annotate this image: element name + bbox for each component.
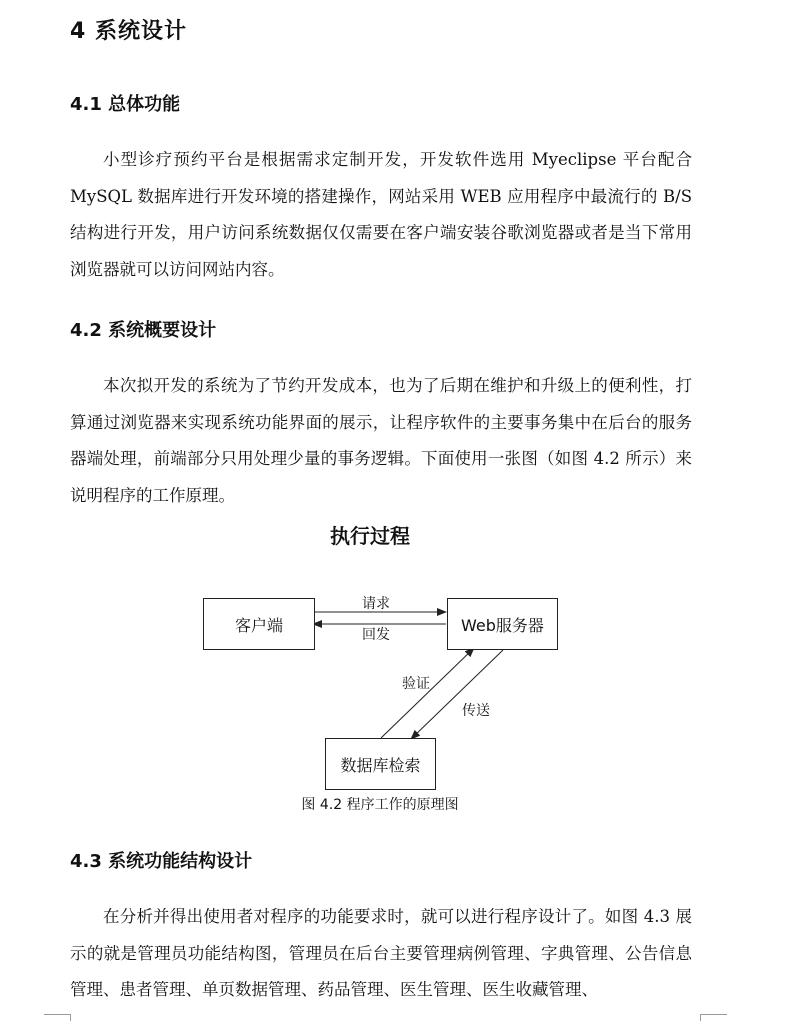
transfer-label: 传送: [462, 703, 490, 719]
paragraph-text: 在分析并得出使用者对程序的功能要求时，就可以进行程序设计了。如图 4.3 展示的就是管理员功能结构图，管理员在后台主要管理病例管理、字典管理、公告信息管理、患者管理、单页数据管理、药品管理、医生管理、医生收藏管理、: [70, 907, 692, 999]
paragraph-text: 小型诊疗预约平台是根据需求定制开发，开发软件选用 Myeclipse 平台配合 MySQL 数据库进行开发环境的搭建操作，网站采用 WEB 应用程序中最流行的 B/S 结构进行开发，用户访问系统数据仅仅需要在客户端安装谷歌浏览器或者是当下常用浏览器就可以访问网站内容。: [70, 150, 692, 279]
verify-arrow: [381, 648, 474, 738]
section-title-overview-design: 4.2 系统概要设计: [70, 320, 217, 341]
response-label: 回发: [362, 627, 390, 643]
web-server-label: Web服务器: [461, 615, 544, 635]
transfer-arrow: [411, 650, 503, 739]
client-box: [203, 598, 315, 650]
database-box: [325, 738, 436, 790]
section-title-overall-function: 4.1 总体功能: [70, 94, 181, 115]
section-title-structure-design: 4.3 系统功能结构设计: [70, 851, 253, 872]
paragraph-structure-design: [70, 899, 692, 1009]
verify-label: 验证: [402, 676, 430, 692]
client-label: 客户端: [234, 615, 283, 635]
web-server-box: [447, 598, 558, 650]
request-label: 请求: [362, 596, 390, 612]
chapter-title: 4 系统设计: [70, 19, 187, 44]
figure-caption: 图 4.2 程序工作的原理图: [301, 797, 459, 813]
database-label: 数据库检索: [340, 755, 421, 775]
paragraph-text: 本次拟开发的系统为了节约开发成本，也为了后期在维护和升级上的便利性，打算通过浏览器来实现系统功能界面的展示，让程序软件的主要事务集中在后台的服务器端处理，前端部分只用处理少量的事务逻辑。下面使用一张图（如图 4.2 所示）来说明程序的工作原理。: [70, 376, 692, 505]
diagram-title: 执行过程: [330, 524, 410, 548]
